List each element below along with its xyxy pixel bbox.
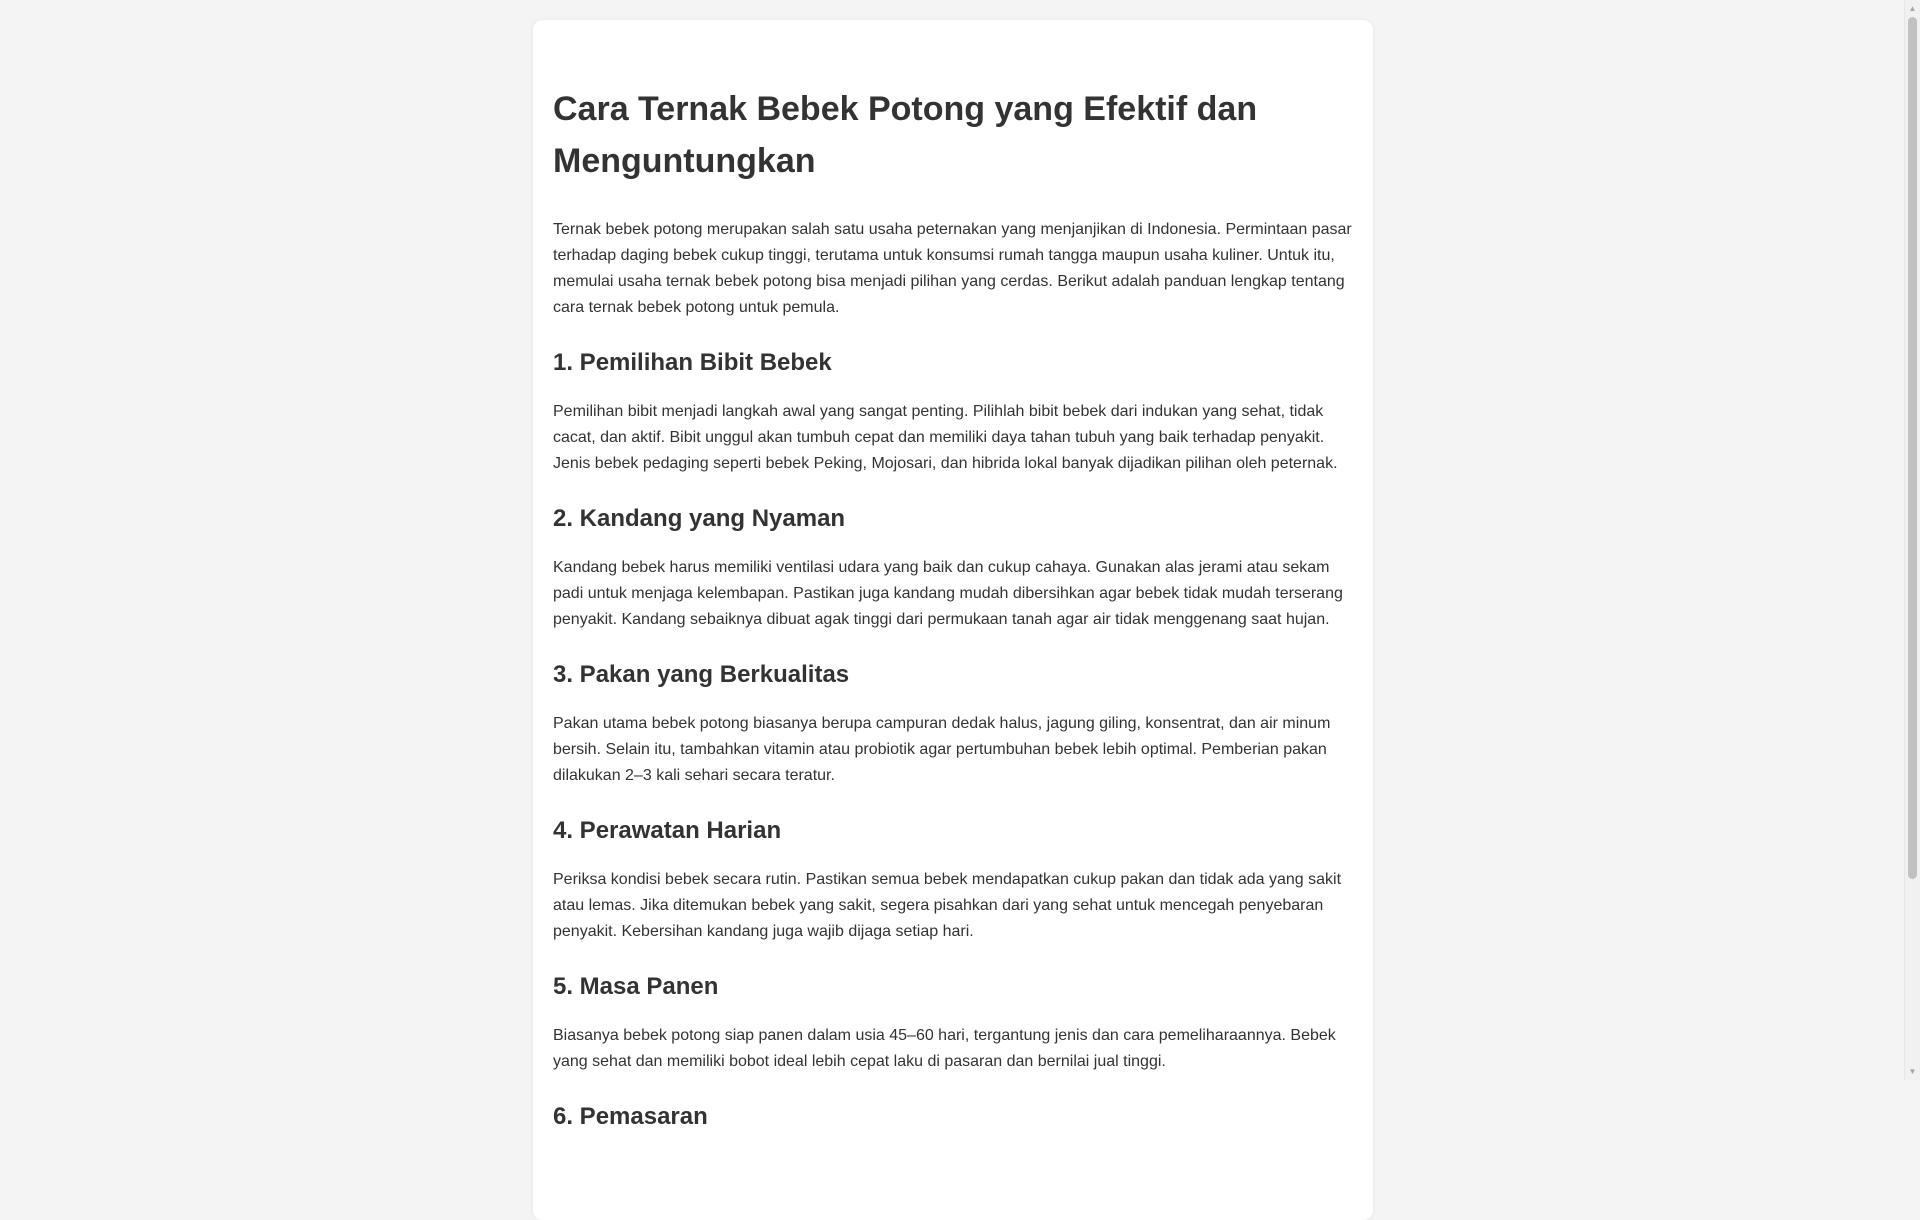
section-heading: 6. Pemasaran: [553, 1103, 708, 1130]
section-body: Pemilihan bibit menjadi langkah awal yang sangat penting. Pilihlah bibit bebek dari indukan yang sehat, tidak cacat, dan aktif. Bibit unggul akan tumbuh cepat dan memiliki daya tahan tubuh yang baik terhadap penyakit. Jenis bebek pedaging seperti bebek Peking, Mojosari, dan hibrida lokal banyak dijadikan pilihan oleh peternak.: [553, 403, 1338, 472]
section-body: Kandang bebek harus memiliki ventilasi udara yang baik dan cukup cahaya. Gunakan alas jerami atau sekam padi untuk menjaga kelembapan. Pastikan juga kandang mudah dibersihkan agar bebek tidak mudah terserang penyakit. Kandang sebaiknya dibuat agak tinggi dari permukaan tanah agar air tidak menggenang saat hujan.: [553, 559, 1343, 628]
scroll-down-arrow-icon[interactable]: ▼: [1908, 1067, 1917, 1076]
section-heading: 1. Pemilihan Bibit Bebek: [553, 349, 832, 376]
scroll-up-arrow-icon[interactable]: ▲: [1908, 4, 1917, 13]
vertical-scrollbar[interactable]: [1904, 0, 1920, 1080]
section-body: Biasanya bebek potong siap panen dalam usia 45–60 hari, tergantung jenis dan cara pemeliharaannya. Bebek yang sehat dan memiliki bobot ideal lebih cepat laku di pasaran dan bernilai jual tinggi.: [553, 1027, 1336, 1070]
section-heading: 2. Kandang yang Nyaman: [553, 505, 846, 532]
section-body: Periksa kondisi bebek secara rutin. Pastikan semua bebek mendapatkan cukup pakan dan tidak ada yang sakit atau lemas. Jika ditemukan bebek yang sakit, segera pisahkan dari yang sehat untuk mencegah penyebaran penyakit. Kebersihan kandang juga wajib dijaga setiap hari.: [553, 871, 1342, 940]
section-heading: 4. Perawatan Harian: [553, 817, 782, 844]
section-heading: 5. Masa Panen: [553, 973, 719, 1000]
article-title: Cara Ternak Bebek Potong yang Efektif dan Menguntungkan: [553, 90, 1258, 180]
article-card: [533, 20, 1373, 1220]
scrollbar-thumb[interactable]: [1908, 17, 1917, 879]
article-intro: Ternak bebek potong merupakan salah satu usaha peternakan yang menjanjikan di Indonesia. Permintaan pasar terhadap daging bebek cukup tinggi, terutama untuk konsumsi rumah tangga maupun usaha kuliner. Untuk itu, memulai usaha ternak bebek potong bisa menjadi pilihan yang cerdas. Berikut adalah panduan lengkap tentang cara ternak bebek potong untuk pemula.: [553, 221, 1352, 316]
section-heading: 3. Pakan yang Berkualitas: [553, 661, 850, 688]
section-body: Pakan utama bebek potong biasanya berupa campuran dedak halus, jagung giling, konsentrat, dan air minum bersih. Selain itu, tambahkan vitamin atau probiotik agar pertumbuhan bebek lebih optimal. Pemberian pakan dilakukan 2–3 kali sehari secara teratur.: [553, 715, 1331, 784]
